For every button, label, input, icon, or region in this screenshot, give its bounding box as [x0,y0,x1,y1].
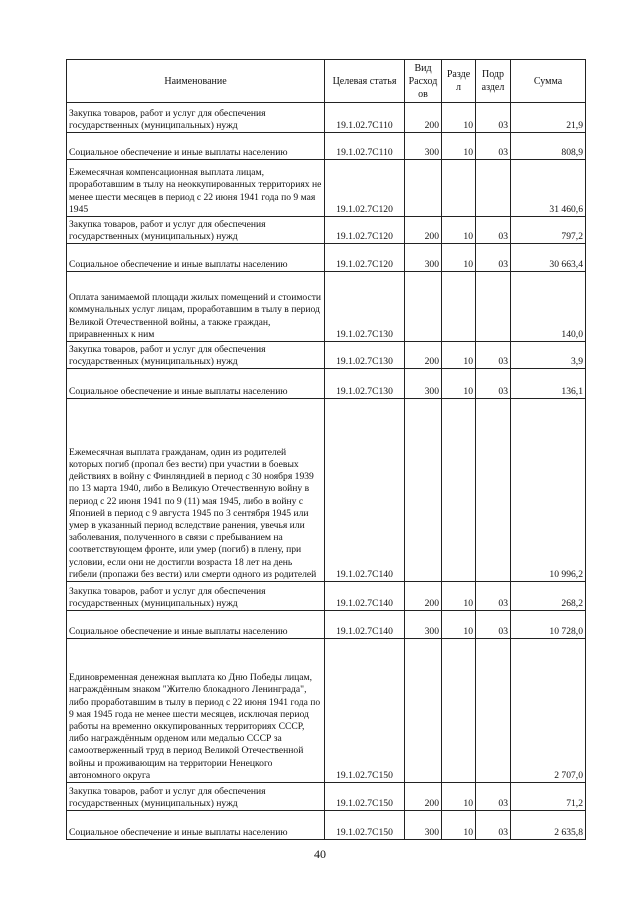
cell-subsection [476,639,511,783]
table-row [67,244,586,272]
cell-expense-kind [405,160,442,217]
cell-sum: 797,2 [511,217,586,244]
cell-subsection: 03 [476,811,511,840]
table-row [67,342,586,369]
cell-section: 10 [442,369,476,399]
cell-subsection: 03 [476,103,511,133]
cell-name: Социальное обеспечение и иные выплаты населению [67,369,325,399]
cell-sum: 136,1 [511,369,586,399]
header-expense-kind: Вид Расход ов [405,60,442,103]
table-row [67,103,586,133]
cell-target-article: 19.1.02.7С120 [325,244,405,272]
header-subsection: Подр аздел [476,60,511,103]
table-row [67,133,586,160]
cell-sum: 268,2 [511,582,586,611]
cell-expense-kind: 200 [405,582,442,611]
cell-section [442,399,476,582]
cell-section: 10 [442,217,476,244]
budget-table [66,59,586,840]
cell-section: 10 [442,342,476,369]
cell-subsection: 03 [476,217,511,244]
cell-subsection: 03 [476,611,511,639]
cell-section: 10 [442,783,476,811]
cell-sum: 2 635,8 [511,811,586,840]
cell-subsection: 03 [476,244,511,272]
table-row [67,811,586,840]
cell-name: Закупка товаров, работ и услуг для обеспечения государственных (муниципальных) нужд [67,342,325,369]
cell-sum: 21,9 [511,103,586,133]
cell-target-article: 19.1.02.7С120 [325,160,405,217]
cell-sum: 71,2 [511,783,586,811]
cell-subsection: 03 [476,582,511,611]
cell-target-article: 19.1.02.7С120 [325,217,405,244]
cell-target-article: 19.1.02.7С150 [325,639,405,783]
cell-expense-kind: 200 [405,783,442,811]
header-sum: Сумма [511,60,586,103]
table-row [67,217,586,244]
cell-name: Закупка товаров, работ и услуг для обеспечения государственных (муниципальных) нужд [67,783,325,811]
table-header-row [67,60,586,103]
cell-target-article: 19.1.02.7С110 [325,103,405,133]
cell-sum: 30 663,4 [511,244,586,272]
cell-sum: 140,0 [511,272,586,342]
cell-name: Ежемесячная выплата гражданам, один из родителей которых погиб (пропал без вести) при участии в боевых действиях в войну с Финляндией в период с 30 ноября 1939 по 13 марта 1940, либо в Великую Отечественную войну в период с 22 июня 1941 по 9 (11) мая 1945, либо в войну с Японией в период с 9 августа 1945 по 3 сентября 1945 или умер в указанный период вследствие ранения, увечья или заболевания, полученного в связи с пребыванием на соответствующем фронте, или умер (погиб) в плену, при условии, если они не достигли возраста 18 лет на день гибели (пропажи без вести) или смерти одного из родителей [67,399,325,582]
cell-section [442,272,476,342]
table-row [67,783,586,811]
cell-expense-kind: 200 [405,342,442,369]
cell-section [442,639,476,783]
cell-name: Социальное обеспечение и иные выплаты населению [67,811,325,840]
cell-target-article: 19.1.02.7С140 [325,399,405,582]
cell-expense-kind: 300 [405,811,442,840]
cell-sum: 2 707,0 [511,639,586,783]
cell-name: Оплата занимаемой площади жилых помещений и стоимости коммунальных услуг лицам, проработавшим в тылу в период Великой Отечественной войны, а также граждан, приравненных к ним [67,272,325,342]
cell-target-article: 19.1.02.7С130 [325,342,405,369]
page-number: 40 [314,847,326,861]
cell-name: Закупка товаров, работ и услуг для обеспечения государственных (муниципальных) нужд [67,217,325,244]
cell-name: Единовременная денежная выплата ко Дню Победы лицам, награждённым знаком "Жителю блокадного Ленинграда", либо проработавшим в тылу в период с 22 июня 1941 года по 9 мая 1945 года не менее шести месяцев, исключая период работы на временно оккупированных территориях СССР, либо награждённым орденом или медалью СССР за самоотверженный труд в период Великой Отечественной войны и проживающим на территории Ненецкого автономного округа [67,639,325,783]
cell-name: Ежемесячная компенсационная выплата лицам, проработавшим в тылу на неоккупированных территориях не менее шести месяцев в период с 22 июня 1941 года по 9 мая 1945 [67,160,325,217]
cell-expense-kind [405,272,442,342]
cell-expense-kind: 300 [405,611,442,639]
cell-sum: 3,9 [511,342,586,369]
cell-expense-kind [405,399,442,582]
table-row [67,399,586,582]
cell-target-article: 19.1.02.7С130 [325,272,405,342]
cell-section: 10 [442,611,476,639]
cell-target-article: 19.1.02.7С130 [325,369,405,399]
cell-subsection [476,160,511,217]
cell-section: 10 [442,133,476,160]
cell-subsection [476,272,511,342]
cell-target-article: 19.1.02.7С110 [325,133,405,160]
cell-section: 10 [442,244,476,272]
header-section: Разде л [442,60,476,103]
cell-subsection: 03 [476,133,511,160]
cell-section [442,160,476,217]
table-row [67,160,586,217]
table-row [67,272,586,342]
cell-expense-kind: 300 [405,369,442,399]
cell-target-article: 19.1.02.7С140 [325,582,405,611]
cell-sum: 10 728,0 [511,611,586,639]
cell-name: Социальное обеспечение и иные выплаты населению [67,611,325,639]
header-name: Наименование [67,60,325,103]
cell-subsection: 03 [476,783,511,811]
cell-expense-kind: 200 [405,103,442,133]
cell-subsection: 03 [476,342,511,369]
cell-target-article: 19.1.02.7С150 [325,783,405,811]
cell-name: Закупка товаров, работ и услуг для обеспечения государственных (муниципальных) нужд [67,582,325,611]
table-row [67,639,586,783]
cell-target-article: 19.1.02.7С140 [325,611,405,639]
cell-subsection: 03 [476,369,511,399]
cell-name: Закупка товаров, работ и услуг для обеспечения государственных (муниципальных) нужд [67,103,325,133]
cell-section: 10 [442,582,476,611]
cell-sum: 31 460,6 [511,160,586,217]
cell-expense-kind: 200 [405,217,442,244]
cell-expense-kind [405,639,442,783]
cell-target-article: 19.1.02.7С150 [325,811,405,840]
cell-expense-kind: 300 [405,133,442,160]
header-target-article: Целевая статья [325,60,405,103]
cell-expense-kind: 300 [405,244,442,272]
cell-subsection [476,399,511,582]
cell-sum: 808,9 [511,133,586,160]
table-row [67,369,586,399]
cell-name: Социальное обеспечение и иные выплаты населению [67,133,325,160]
cell-name: Социальное обеспечение и иные выплаты населению [67,244,325,272]
table-row [67,582,586,611]
cell-sum: 10 996,2 [511,399,586,582]
cell-section: 10 [442,103,476,133]
table-row [67,611,586,639]
cell-section: 10 [442,811,476,840]
